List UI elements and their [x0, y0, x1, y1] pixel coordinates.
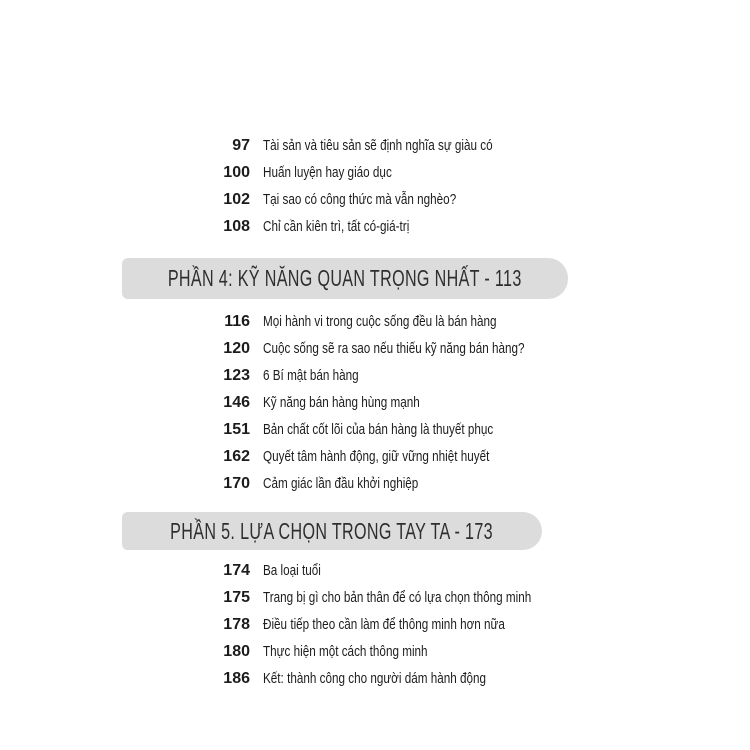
toc-entry-page-number: 102 [223, 190, 250, 208]
toc-entry-title: Kỹ năng bán hàng hùng mạnh [263, 394, 420, 411]
toc-entry-page-number: 162 [223, 447, 250, 465]
toc-entry-title: Điều tiếp theo cần làm để thông minh hơn nữa [263, 616, 505, 633]
toc-entry-title: Trang bị gì cho bản thân để có lựa chọn thông minh [263, 589, 532, 606]
toc-entry-page-number: 174 [223, 561, 250, 579]
toc-entry-page-number: 175 [223, 588, 250, 606]
toc-entry-title: Tại sao có công thức mà vẫn nghèo? [263, 191, 457, 208]
toc-entry-title: Ba loại tuổi [263, 562, 321, 579]
toc-entry [120, 186, 660, 213]
toc-entry [120, 611, 660, 638]
toc-entry [120, 584, 660, 611]
toc-entry-title: Huấn luyện hay giáo dục [263, 164, 392, 181]
toc-entry-page-number: 116 [224, 312, 250, 330]
toc-entry [120, 416, 660, 443]
toc-entry-page-number: 97 [232, 136, 250, 154]
section-header-phan-4-label: PHẦN 4: KỸ NĂNG QUAN TRỌNG NHẤT - 113 [168, 265, 522, 291]
toc-list-phan-5 [120, 557, 660, 692]
toc-entry [120, 389, 660, 416]
toc-entry-title: Chỉ cần kiên trì, tất có-giá-trị [263, 218, 410, 235]
toc-entry-page-number: 178 [223, 615, 250, 633]
toc-list-phan-4 [120, 308, 660, 497]
toc-list-intro [120, 132, 660, 240]
toc-entry [120, 470, 660, 497]
toc-entry-title: Tài sản và tiêu sản sẽ định nghĩa sự giàu có [263, 137, 493, 154]
toc-entry [120, 308, 660, 335]
toc-entry [120, 132, 660, 159]
toc-entry [120, 213, 660, 240]
section-header-phan-5-label: PHẦN 5. LỰA CHỌN TRONG TAY TA - 173 [170, 517, 494, 544]
toc-entry-page-number: 108 [223, 217, 250, 235]
toc-entry [120, 638, 660, 665]
section-header-phan-5 [122, 512, 542, 550]
toc-entry-title: Kết: thành công cho người dám hành động [263, 670, 487, 687]
toc-entry-title: Cuộc sống sẽ ra sao nếu thiếu kỹ năng bán hàng? [263, 340, 525, 357]
toc-entry-page-number: 170 [223, 474, 250, 492]
toc-entry-title: Cảm giác lần đầu khởi nghiệp [263, 475, 419, 492]
section-header-phan-4 [122, 258, 568, 299]
toc-entry-page-number: 186 [223, 669, 250, 687]
toc-entry-page-number: 100 [223, 163, 250, 181]
toc-entry [120, 665, 660, 692]
toc-entry-page-number: 123 [223, 366, 250, 384]
toc-entry [120, 335, 660, 362]
toc-entry [120, 362, 660, 389]
toc-entry-page-number: 146 [223, 393, 250, 411]
toc-entry-title: Bản chất cốt lõi của bán hàng là thuyết phục [263, 421, 494, 438]
toc-entry-page-number: 120 [223, 339, 250, 357]
toc-entry-title: Thực hiện một cách thông minh [263, 643, 428, 660]
toc-entry-page-number: 180 [223, 642, 250, 660]
toc-entry-title: Mọi hành vi trong cuộc sống đều là bán hàng [263, 313, 497, 330]
toc-entry [120, 443, 660, 470]
toc-entry [120, 557, 660, 584]
toc-entry-title: Quyết tâm hành động, giữ vững nhiệt huyết [263, 448, 490, 465]
toc-entry [120, 159, 660, 186]
toc-entry-page-number: 151 [223, 420, 250, 438]
toc-entry-title: 6 Bí mật bán hàng [263, 367, 359, 384]
